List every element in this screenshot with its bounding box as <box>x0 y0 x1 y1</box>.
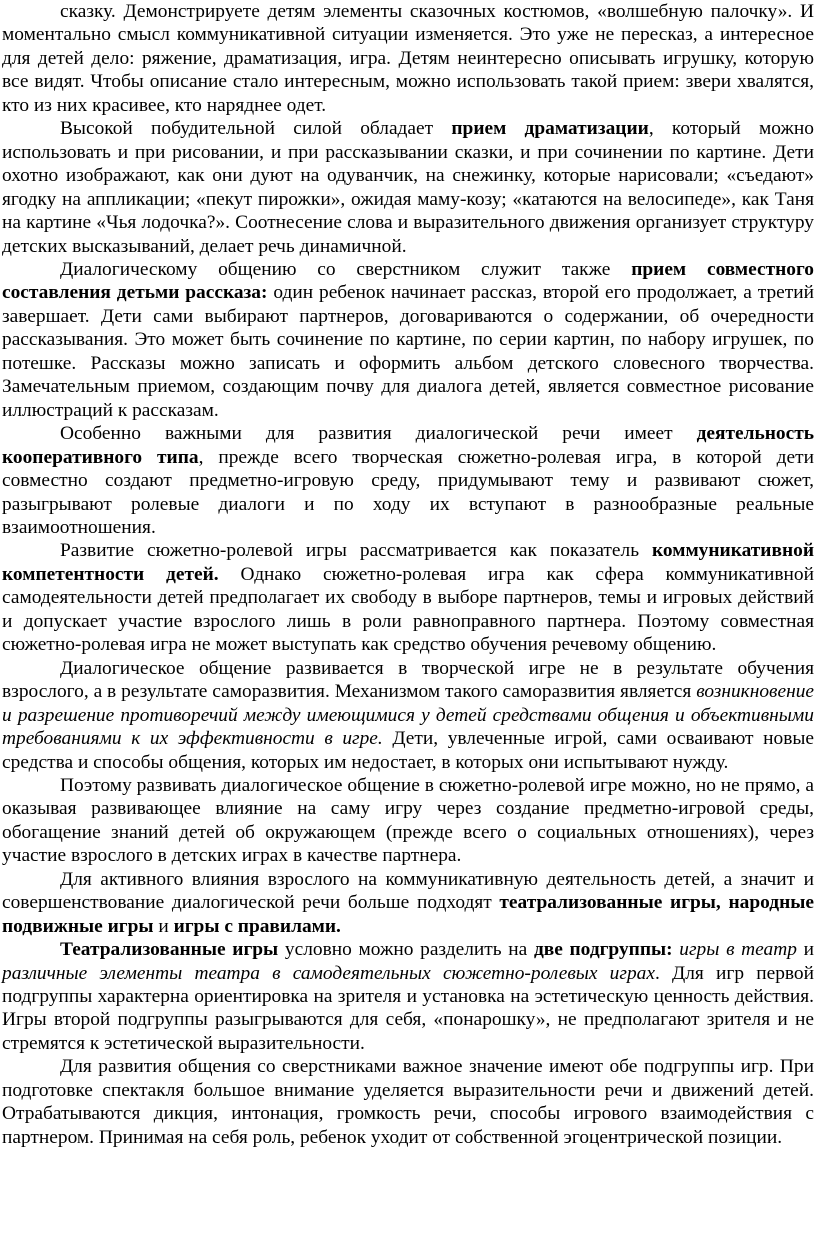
body-text: Дети, увлеченные игрой, сами осваивают новые средства и способы общения, которых им недостает, в которых они испытывают нужду. <box>2 728 814 773</box>
paragraph <box>2 258 814 422</box>
bold-text: коммуникативной компетентности детей. <box>2 540 814 585</box>
body-text: . Для игр первой подгруппы характерна ориентировка на зрителя и установка на эстетическую ценность действия. Игры второй подгруппы разыгрываются для себя, «понарошку», не предполагают зрителя и не стремятся к эстетической выразительности. <box>2 962 814 1054</box>
body-text: Высокой побудительной силой обладает <box>60 118 452 140</box>
paragraph <box>2 774 814 868</box>
paragraph <box>2 1055 814 1149</box>
body-text: , прежде всего творческая сюжетно-ролевая игра, в которой дети совместно создают предметно-игровую среду, придумывают тему и развивают сюжет, разыгрывают ролевые диалоги и по ходу их вступают в разнообразные реальные взаимоотношения. <box>2 446 814 538</box>
body-text: и <box>153 915 174 937</box>
body-text: Диалогическое общение развивается в творческой игре не в результате обучения взрослого, а в результате саморазвития. Механизмом такого саморазвития является <box>2 657 814 703</box>
paragraph <box>2 539 814 656</box>
paragraph <box>2 657 814 774</box>
body-text: Однако сюжетно-ролевая игра как сфера коммуникативной самодеятельности детей предполагает их свободу в выборе партнеров, темы и игровых действий и допускает участие взрослого лишь в роли равноправного партнера. Поэтому совместная сюжетно-ролевая игра не может выступать как средство обучения речевому общению. <box>2 563 814 656</box>
paragraph <box>2 0 814 117</box>
body-text: , который можно использовать и при рисовании, и при рассказывании сказки, и при сочинении по картине. Дети охотно изображают, как они дуют на одуванчик, на снежинку, которые нарисовали; «съедают» ягодку на аппликации; «пекут пирожки», ожидая маму-козу; «катаются на велосипеде», как Таня на картине «Чья лодочка?». Соотнесение слова и выразительного движения организует структуру детских высказываний, делает речь динамичной. <box>2 118 814 257</box>
bold-text: прием совместного составления детьми рассказа: <box>2 258 814 304</box>
bold-text: театрализованные игры, народные подвижные игры <box>2 892 814 937</box>
body-text: Развитие сюжетно-ролевой игры рассматривается как показатель <box>60 540 653 562</box>
bold-text: деятельность кооперативного типа <box>2 423 814 468</box>
paragraph <box>2 938 814 1055</box>
paragraph <box>2 868 814 938</box>
italic-text: возникновение и разрешение противоречий между имеющимися у детей средствами общения и объективными требованиями к их эффективности в игре. <box>2 681 814 750</box>
paragraph <box>2 422 814 539</box>
body-text: Для развития общения со сверстниками важное значение имеют обе подгруппы игр. При подготовке спектакля большое внимание уделяется выразительности речи и движений детей. Отрабатываются дикция, интонация, громкость речи, способы игрового взаимодействия с партнером. Принимая на себя роль, ребенок уходит от собственной эгоцентрической позиции. <box>2 1056 814 1148</box>
body-text: условно можно разделить на <box>278 939 534 961</box>
body-text: Поэтому развивать диалогическое общение в сюжетно-ролевой игре можно, но не прямо, а оказывая развивающее влияние на саму игру через создание предметно-игровой среды, обогащение знаний детей об окружающем (прежде всего о социальных отношениях), через участие взрослого в детских играх в качестве партнера. <box>2 774 814 867</box>
bold-text: Театрализованные игры <box>60 939 279 961</box>
body-text: и <box>796 939 815 961</box>
bold-text: две подгруппы: <box>533 939 673 961</box>
italic-text: игры в театр <box>679 939 797 961</box>
bold-text: игры с правилами. <box>173 915 341 937</box>
italic-text: различные элементы театра в самодеятельных сюжетно-ролевых играх <box>2 962 655 984</box>
paragraph <box>2 117 814 258</box>
body-text: Для активного влияния взрослого на коммуникативную деятельность детей, а значит и совершенствование диалогической речи больше подходят <box>2 868 814 914</box>
document-body <box>2 0 814 1149</box>
body-text: Диалогическому общению со сверстником служит также <box>60 258 632 280</box>
bold-text: прием драматизации <box>451 118 649 140</box>
body-text: сказку. Демонстрируете детям элементы сказочных костюмов, «волшебную палочку». И моментально смысл коммуникативной ситуации изменяется. Это уже не пересказ, а интересное для детей дело: ряжение, драматизация, игра. Детям неинтересно описывать игрушку, которую все видят. Чтобы описание стало интересным, можно использовать такой прием: звери хвалятся, кто из них красивее, кто наряднее одет. <box>2 1 814 116</box>
body-text: Особенно важными для развития диалогической речи имеет <box>60 423 697 445</box>
body-text: один ребенок начинает рассказ, второй его продолжает, а третий завершает. Дети сами выбирают партнеров, договариваются о содержании, об очередности рассказывания. Это может быть сочинение по картине, по серии картин, по набору игрушек, по потешке. Рассказы можно записать и оформить альбом детского словесного творчества. Замечательным приемом, создающим почву для диалога детей, является совместное рисование иллюстраций к рассказам. <box>2 282 814 421</box>
